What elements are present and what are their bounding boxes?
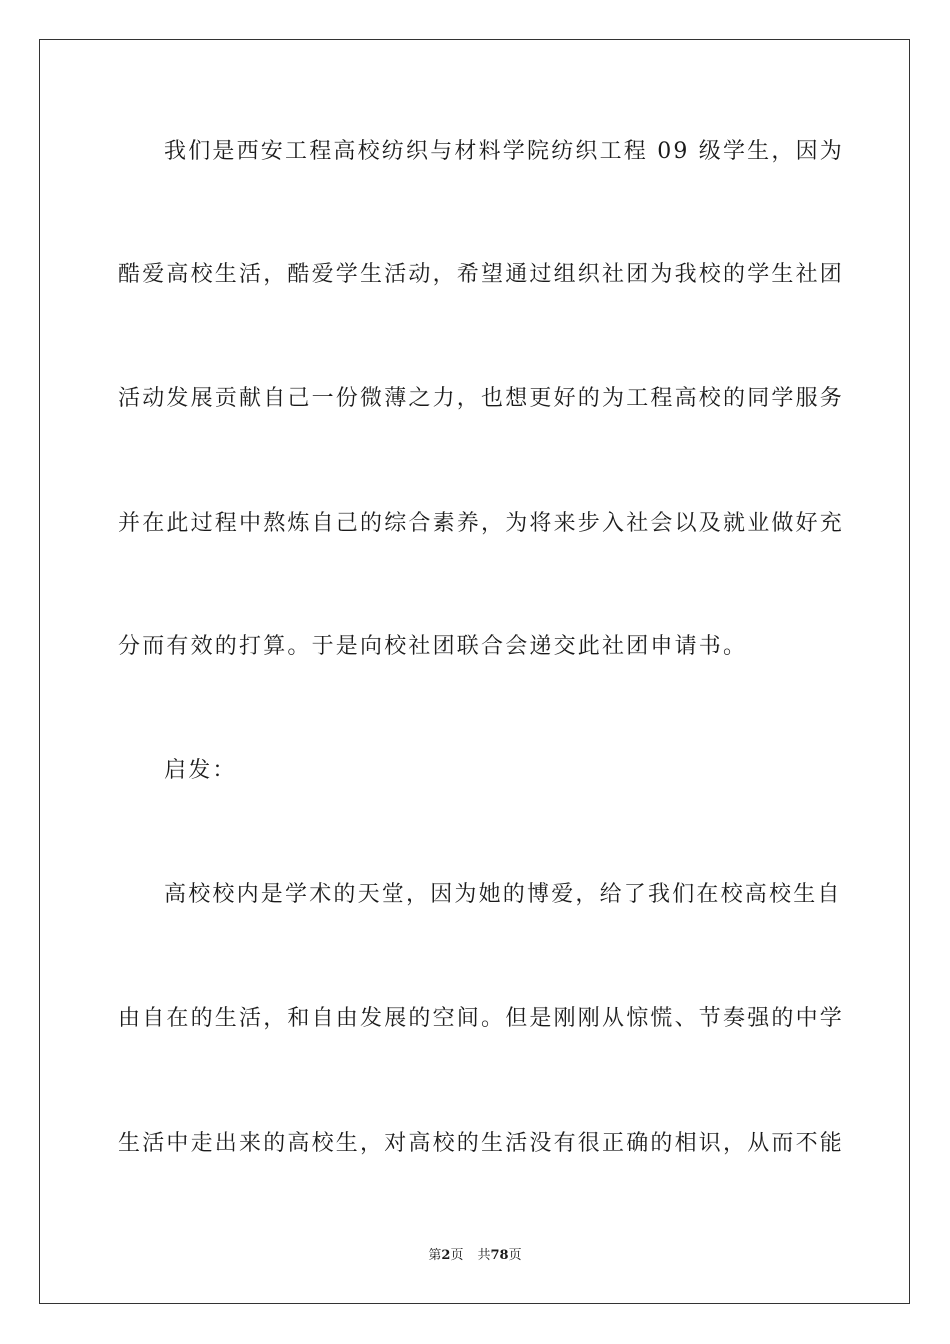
paragraph-line-1: 我们是西安工程高校纺织与材料学院纺织工程 09 级学生，因为 — [164, 139, 844, 164]
page-number: 2 — [441, 1248, 451, 1263]
total-label-prefix: 共 — [477, 1248, 491, 1263]
page-border — [39, 39, 910, 1304]
paragraph-line-8: 生活中走出来的高校生，对高校的生活没有很正确的相识，从而不能 — [118, 1131, 845, 1156]
paragraph-line-5: 分而有效的打算。于是向校社团联合会递交此社团申请书。 — [118, 634, 748, 659]
paragraph-line-6: 高校校内是学术的天堂，因为她的博爱，给了我们在校高校生自 — [164, 882, 842, 907]
paragraph-line-2: 酷爱高校生活，酷爱学生活动，希望通过组织社团为我校的学生社团 — [118, 262, 845, 287]
total-label-suffix: 页 — [508, 1248, 522, 1263]
paragraph-line-3: 活动发展贡献自己一份微薄之力，也想更好的为工程高校的同学服务 — [118, 386, 845, 411]
paragraph-line-4: 并在此过程中熬炼自己的综合素养，为将来步入社会以及就业做好充 — [118, 511, 845, 536]
page-label-suffix: 页 — [450, 1248, 464, 1263]
page-label-prefix: 第 — [428, 1248, 442, 1263]
paragraph-line-7: 由自在的生活，和自由发展的空间。但是刚刚从惊慌、节奏强的中学 — [118, 1006, 845, 1031]
page-footer — [0, 1247, 950, 1265]
section-heading: 启发： — [164, 758, 237, 783]
total-pages: 78 — [490, 1248, 509, 1263]
